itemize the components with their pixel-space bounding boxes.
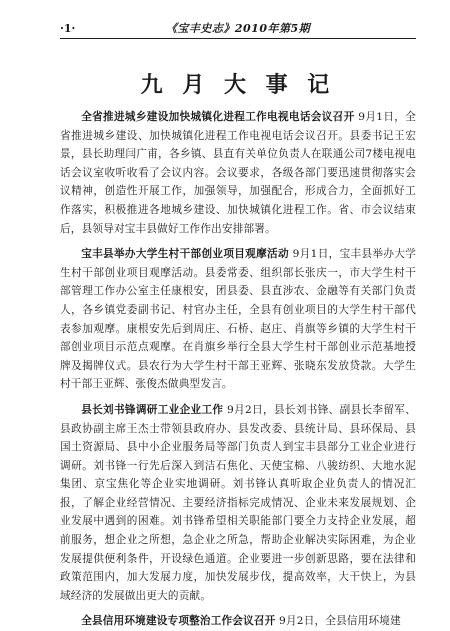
article-body — [60, 108, 416, 631]
page-title: 九 月 大 事 记 — [140, 72, 336, 98]
entry-paragraph — [60, 401, 416, 606]
journal-title: 《宝丰史志》2010年第5期 — [165, 22, 311, 35]
entry-paragraph — [60, 245, 416, 394]
entry-text: 9月2日，县长刘书锋、副县长李留军、县政协副主席王杰士带领县政府办、县发改委、县统计局、县环保局、县国土资源局、县中小企业服务局等部门负责人到宝丰县部分工业企业进行调研。刘书锋一行先后深入到洁石焦化、天使宝棉、八骏纺织、大地水泥集团、京宝焦化等企业实地调研。刘书锋认真听取企业负责人的情况汇报，了解企业经营情况、主要经济指标完成情况、企业未来发展规划、企业发展中遇到的困难。刘书锋希望相关职能部门要全力支持企业发展，超前服务，想企业之所想，急企业之所急，帮助企业解决实际困难，为企业发展提供便利条件，开设绿色通道。企业要进一步创新思路，要在法律和政策范围内，加大发展力度，加快发展步伐，提高效率，大干快上，为县域经济的发展做出更大的贡献。 — [60, 403, 416, 602]
entry-paragraph — [60, 108, 416, 238]
entry-heading: 全省推进城乡建设加快城镇化进程工作电视电话会议召开 — [81, 111, 355, 123]
entry-text: 9月2日，全县信用环境建 — [275, 615, 401, 628]
entry-heading: 全县信用环境建设专项整治工作会议召开 — [81, 615, 276, 628]
page-number: ·1· — [60, 22, 76, 35]
running-header — [60, 20, 416, 39]
entry-heading: 宝丰县举办大学生村干部创业项目观摩活动 — [81, 248, 289, 261]
entry-text: 9月1日，宝丰县举办大学生村干部创业项目观摩活动。县委常委、组织部长张庆一，市大学生村干部管理工作办公室主任康根安，团县委、县直涉农、金融等有关部门负责人，各乡镇党委副书记、村官办主任，全县有创业项目的大学生村干部代表参加观摩。康根安先后到周庄、石桥、赵庄、肖旗等乡镇的大学生村干部创业项目示范点观摩。在肖旗乡举行全县大学生村干部创业示范基地授牌及揭牌仪式。县农行为大学生村干部王亚辉、张晓东发放贷款。大学生村干部王亚辉、张俊杰做典型发言。 — [60, 248, 416, 391]
entry-text: 9月1日，全省推进城乡建设、加快城镇化进程工作电视电话会议召开。县委书记王宏景，县长助理闫广甫，各乡镇、县直有关单位负责人在联通公司7楼电视电话会议室收听收看了会议内容。会议要求，各级各部门要迅速贯彻落实会议精神，创造性开展工作，加强领导，加强配合，形成合力，全面抓好工作落实，积极推进各地城乡建设、加快城镇化进程工作。省、市会议结束后，县领导对宝丰县做好工作作出安排部署。 — [60, 111, 417, 235]
entry-heading: 县长刘书锋调研工业企业工作 — [81, 403, 224, 416]
entry-paragraph — [60, 612, 416, 631]
